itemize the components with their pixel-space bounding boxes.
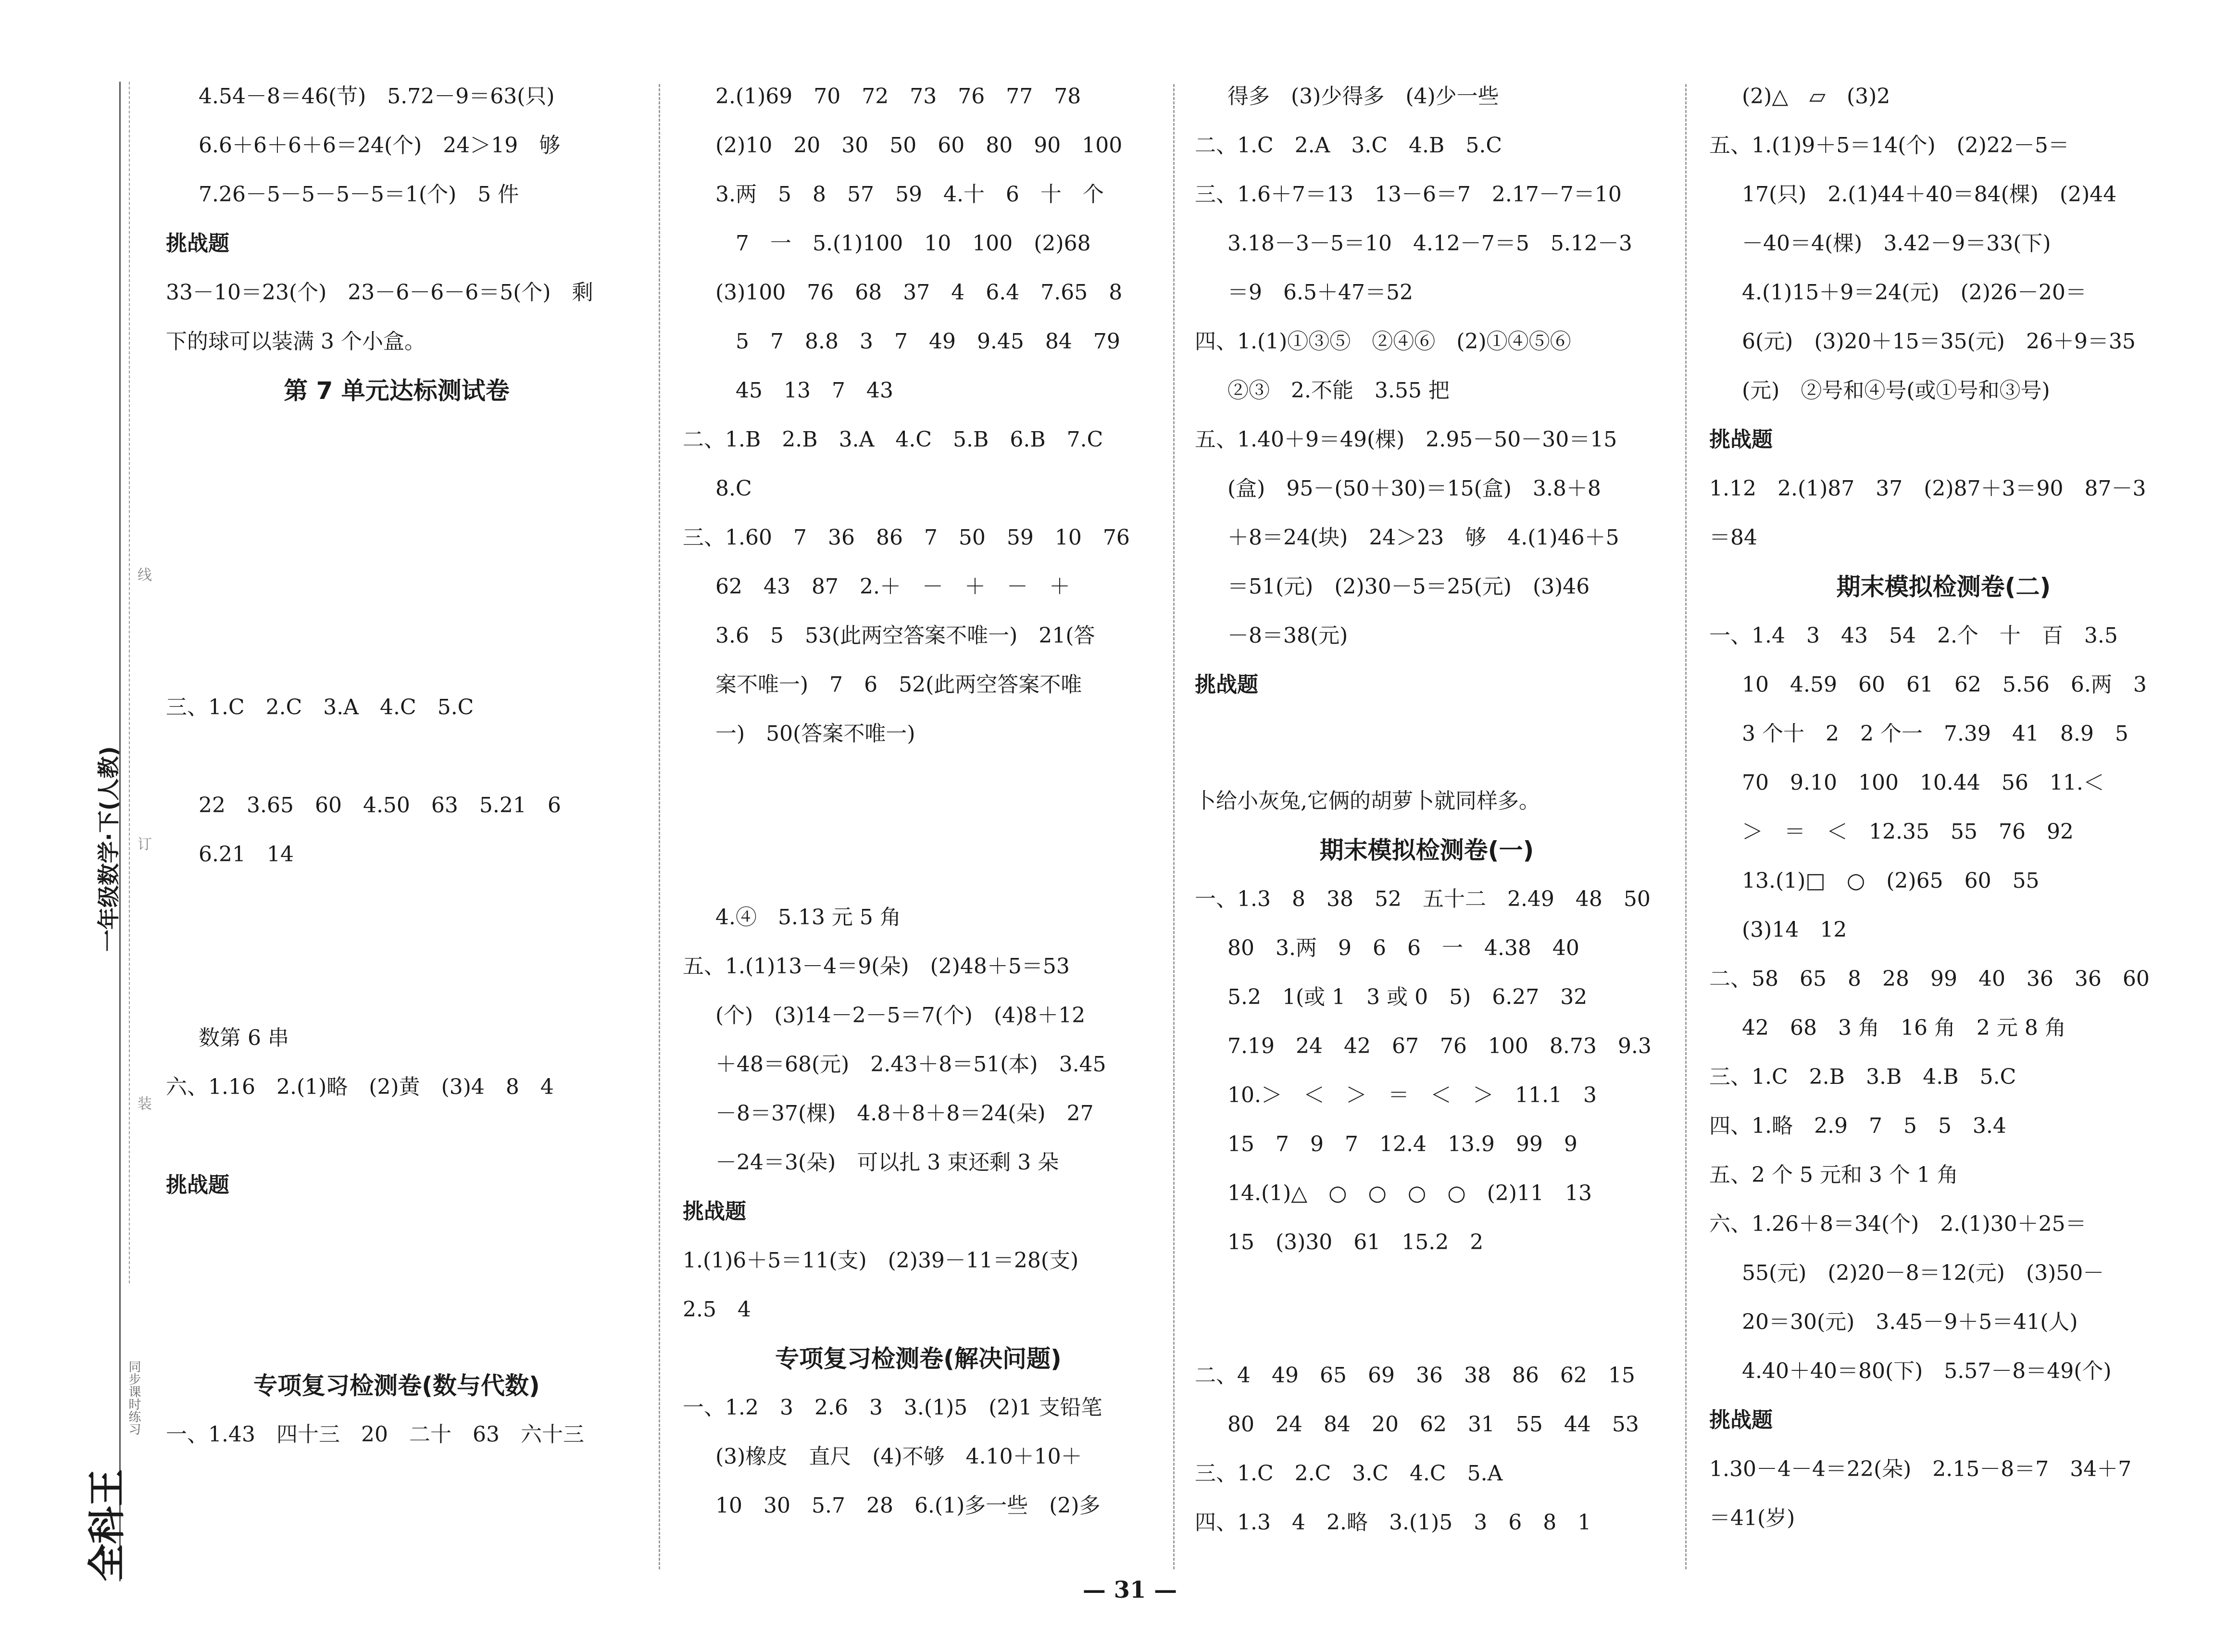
answer-line: ＝9 6.5＋47＝52 [1227, 280, 1413, 305]
answer-line: 四、1.略 2.9 7 5 5 3.4 [1709, 1114, 2006, 1138]
answer-line: 13.(1)□ ○ (2)65 60 55 [1742, 869, 2040, 893]
answer-column-4 [1709, 72, 2178, 1572]
answer-line: ②③ 2.不能 3.55 把 [1227, 378, 1450, 403]
answer-line: 5 7 8.8 3 7 49 9.45 84 79 [736, 329, 1120, 354]
answer-line [166, 946, 627, 1014]
answer-line: 17(只) 2.(1)44＋40＝84(棵) (2)44 [1742, 182, 2117, 207]
column-separator [1173, 84, 1175, 1569]
answer-line: (盒) 95－(50＋30)＝15(盒) 3.8＋8 [1227, 476, 1601, 501]
answer-line [166, 532, 627, 616]
answer-line: ＝51(元) (2)30－5＝25(元) (3)46 [1227, 574, 1590, 599]
answer-line: ＞ ＝ ＜ 12.35 55 76 92 [1742, 820, 2074, 844]
answer-line: 五、1.40＋9＝49(棵) 2.95－50－30＝15 [1195, 427, 1617, 452]
answer-line: 一、1.43 四十三 20 二十 63 六十三 [166, 1422, 584, 1447]
answer-line: ＋8＝24(块) 24＞23 够 4.(1)46＋5 [1227, 525, 1619, 550]
answer-line: 20＝30(元) 3.45－9＋5＝41(人) [1742, 1310, 2078, 1334]
answer-line: 80 24 84 20 62 31 55 44 53 [1227, 1412, 1639, 1437]
answer-line [166, 879, 627, 946]
answer-line [1195, 1267, 1659, 1351]
answer-line: 5.2 1(或 1 3 或 0 5) 6.27 32 [1227, 985, 1588, 1009]
answer-line: (元) ②号和④号(或①号和③号) [1742, 378, 2050, 403]
answer-line: (3)100 76 68 37 4 6.4 7.65 8 [715, 280, 1123, 305]
answer-line [1195, 709, 1659, 777]
answer-line: －8＝37(棵) 4.8＋8＋8＝24(朵) 27 [715, 1101, 1094, 1126]
answer-line: 62 43 87 2.＋ － ＋ － ＋ [715, 574, 1070, 599]
answer-line: 7.19 24 42 67 76 100 8.73 9.3 [1227, 1034, 1652, 1058]
answer-line: 15 7 9 7 12.4 13.9 99 9 [1227, 1132, 1577, 1156]
answer-line: 数第 6 串 [199, 1026, 289, 1050]
challenge-heading: 挑战题 [683, 1199, 746, 1224]
challenge-heading: 挑战题 [1709, 427, 1773, 452]
answer-line: －24＝3(朵) 可以扎 3 束还剩 3 朵 [715, 1150, 1059, 1175]
answer-line: 4.④ 5.13 元 5 角 [715, 905, 901, 930]
answer-line: 六、1.26＋8＝34(个) 2.(1)30＋25＝ [1709, 1212, 2087, 1236]
page-number: — 31 — [1082, 1577, 1177, 1603]
binding-mark-ding: 订 [135, 836, 151, 851]
binding-mark-line: 线 [135, 567, 151, 582]
answer-line: 二、1.B 2.B 3.A 4.C 5.B 6.B 7.C [683, 427, 1103, 452]
book-title-spine [63, 663, 139, 952]
answer-line [166, 1277, 627, 1361]
answer-line: 案不唯一) 7 6 52(此两空答案不唯 [715, 672, 1082, 697]
answer-line: 3.两 5 8 57 59 4.十 6 十 个 [715, 182, 1104, 207]
answer-line [683, 758, 1154, 826]
answer-line: 10 4.59 60 61 62 5.56 6.两 3 [1742, 672, 2147, 697]
answer-line: 6.6＋6＋6＋6＝24(个) 24＞19 够 [199, 133, 561, 158]
answer-column-1 [166, 72, 627, 1572]
answer-line: 一、1.2 3 2.6 3 3.(1)5 (2)1 支铅笔 [683, 1395, 1102, 1420]
answer-line: 55(元) (2)20－8＝12(元) (3)50－ [1742, 1261, 2104, 1285]
answer-line [166, 464, 627, 532]
section-title: 专项复习检测卷(解决问题) [775, 1345, 1062, 1373]
section-title: 专项复习检测卷(数与代数) [253, 1372, 540, 1400]
answer-line: 6(元) (3)20＋15＝35(元) 26＋9＝35 [1742, 329, 2136, 354]
answer-line: 1.(1)6＋5＝11(支) (2)39－11＝28(支) [683, 1248, 1079, 1273]
book-title: 一年级数学·下(人教) [96, 746, 122, 952]
answer-line: 22 3.65 60 4.50 63 5.21 6 [199, 793, 561, 818]
answer-line: 4.40＋40＝80(下) 5.57－8＝49(个) [1742, 1359, 2112, 1383]
answer-line: 三、1.60 7 36 86 7 50 59 10 76 [683, 525, 1130, 550]
brand-name: 全科王 [86, 1468, 129, 1581]
answer-line: 8.C [715, 476, 752, 501]
answer-line: －40＝4(棵) 3.42－9＝33(下) [1742, 231, 2051, 256]
answer-line: 三、1.C 2.C 3.C 4.C 5.A [1195, 1461, 1503, 1486]
answer-line: 33－10＝23(个) 23－6－6－6＝5(个) 剩 [166, 280, 593, 305]
answer-line: 三、1.C 2.B 3.B 4.B 5.C [1709, 1065, 2016, 1089]
answer-line: 6.21 14 [199, 842, 294, 867]
answer-line: 五、2 个 5 元和 3 个 1 角 [1709, 1163, 1958, 1187]
binding-mark-zhuang: 装 [135, 1096, 151, 1110]
answer-line: ＝84 [1709, 525, 1757, 550]
brand-logo [63, 1341, 159, 1596]
answer-line: 10.＞ ＜ ＞ ＝ ＜ ＞ 11.1 3 [1227, 1083, 1597, 1107]
section-title: 期末模拟检测卷(二) [1836, 573, 2051, 601]
answer-line: 1.30－4－4＝22(朵) 2.15－8＝7 34＋7 [1709, 1457, 2132, 1481]
answer-line: 7.26－5－5－5－5＝1(个) 5 件 [199, 182, 519, 207]
answer-line: 四、1.(1)①③⑤ ②④⑥ (2)①④⑤⑥ [1195, 329, 1571, 354]
section-title: 期末模拟检测卷(一) [1319, 836, 1534, 864]
answer-line: 70 9.10 100 10.44 56 11.＜ [1742, 770, 2104, 795]
answer-line: 二、4 49 65 69 36 38 86 62 15 [1195, 1363, 1635, 1388]
answer-line [683, 826, 1154, 893]
answer-line: 3.6 5 53(此两空答案不唯一) 21(答 [715, 623, 1095, 648]
answer-line: 15 (3)30 61 15.2 2 [1227, 1230, 1484, 1255]
brand-subtitle: 同步课时练习 [126, 1360, 141, 1435]
answer-line: (2)10 20 30 50 60 80 90 100 [715, 133, 1123, 158]
answer-line [166, 1112, 627, 1161]
challenge-heading: 挑战题 [166, 1173, 229, 1197]
answer-line: 一、1.4 3 43 54 2.个 十 百 3.5 [1709, 623, 2118, 648]
answer-line: 14.(1)△ ○ ○ ○ ○ (2)11 13 [1227, 1181, 1592, 1205]
answer-line: (3)橡皮 直尺 (4)不够 4.10＋10＋ [715, 1444, 1082, 1469]
answer-line: 2.(1)69 70 72 73 76 77 78 [715, 84, 1081, 109]
answer-line: 4.(1)15＋9＝24(元) (2)26－20＝ [1742, 280, 2087, 305]
column-separator [659, 84, 660, 1569]
answer-line: 三、1.6＋7＝13 13－6＝7 2.17－7＝10 [1195, 182, 1622, 207]
answer-line: －8＝38(元) [1227, 623, 1348, 648]
answer-line: 42 68 3 角 16 角 2 元 8 角 [1742, 1016, 2066, 1040]
answer-line: 一、1.3 8 38 52 五十二 2.49 48 50 [1195, 887, 1651, 911]
answer-line: 二、58 65 8 28 99 40 36 36 60 [1709, 967, 2150, 991]
answer-column-2 [683, 72, 1154, 1572]
answer-column-3 [1195, 72, 1659, 1572]
answer-line: 三、1.C 2.C 3.A 4.C 5.C [166, 695, 474, 720]
answer-line: (个) (3)14－2－5＝7(个) (4)8＋12 [715, 1003, 1086, 1028]
answer-line: (2)△ ▱ (3)2 [1742, 84, 1890, 109]
answer-line: 下的球可以装满 3 个小盒。 [166, 329, 426, 354]
answer-line: 80 3.两 9 6 6 一 4.38 40 [1227, 936, 1579, 960]
answer-line: 二、1.C 2.A 3.C 4.B 5.C [1195, 133, 1502, 158]
answer-line: 45 13 7 43 [736, 378, 893, 403]
answer-line: 四、1.3 4 2.略 3.(1)5 3 6 8 1 [1195, 1510, 1591, 1535]
answer-line: 五、1.(1)9＋5＝14(个) (2)22－5＝ [1709, 133, 2069, 158]
answer-line: 一) 50(答案不唯一) [715, 721, 915, 746]
answer-line: 卜给小灰兔,它俩的胡萝卜就同样多。 [1195, 789, 1540, 813]
answer-line [166, 1210, 627, 1277]
challenge-heading: 挑战题 [1195, 672, 1258, 697]
answer-line: 五、1.(1)13－4＝9(朵) (2)48＋5＝53 [683, 954, 1070, 979]
answer-line: ＝41(岁) [1709, 1506, 1795, 1530]
challenge-heading: 挑战题 [166, 231, 229, 256]
answer-line [166, 616, 627, 683]
column-separator [1685, 84, 1687, 1569]
challenge-heading: 挑战题 [1709, 1408, 1773, 1432]
answer-line: 3 个十 2 2 个一 7.39 41 8.9 5 [1742, 721, 2128, 746]
answer-line: 7 一 5.(1)100 10 100 (2)68 [736, 231, 1091, 256]
answer-line: 六、1.16 2.(1)略 (2)黄 (3)4 8 4 [166, 1075, 554, 1099]
answer-line [166, 415, 627, 464]
answer-line: 2.5 4 [683, 1297, 751, 1322]
answer-line: 10 30 5.7 28 6.(1)多一些 (2)多 [715, 1493, 1101, 1518]
answer-line: 1.12 2.(1)87 37 (2)87＋3＝90 87－3 [1709, 476, 2146, 501]
answer-line: 4.54－8＝46(节) 5.72－9＝63(只) [199, 84, 555, 109]
section-title: 第 7 单元达标测试卷 [284, 377, 510, 405]
answer-line: ＋48＝68(元) 2.43＋8＝51(本) 3.45 [715, 1052, 1106, 1077]
answer-line: 3.18－3－5＝10 4.12－7＝5 5.12－3 [1227, 231, 1632, 256]
answer-line: 得多 (3)少得多 (4)少一些 [1227, 84, 1499, 109]
answer-line: (3)14 12 [1742, 918, 1847, 942]
answer-line [166, 732, 627, 781]
